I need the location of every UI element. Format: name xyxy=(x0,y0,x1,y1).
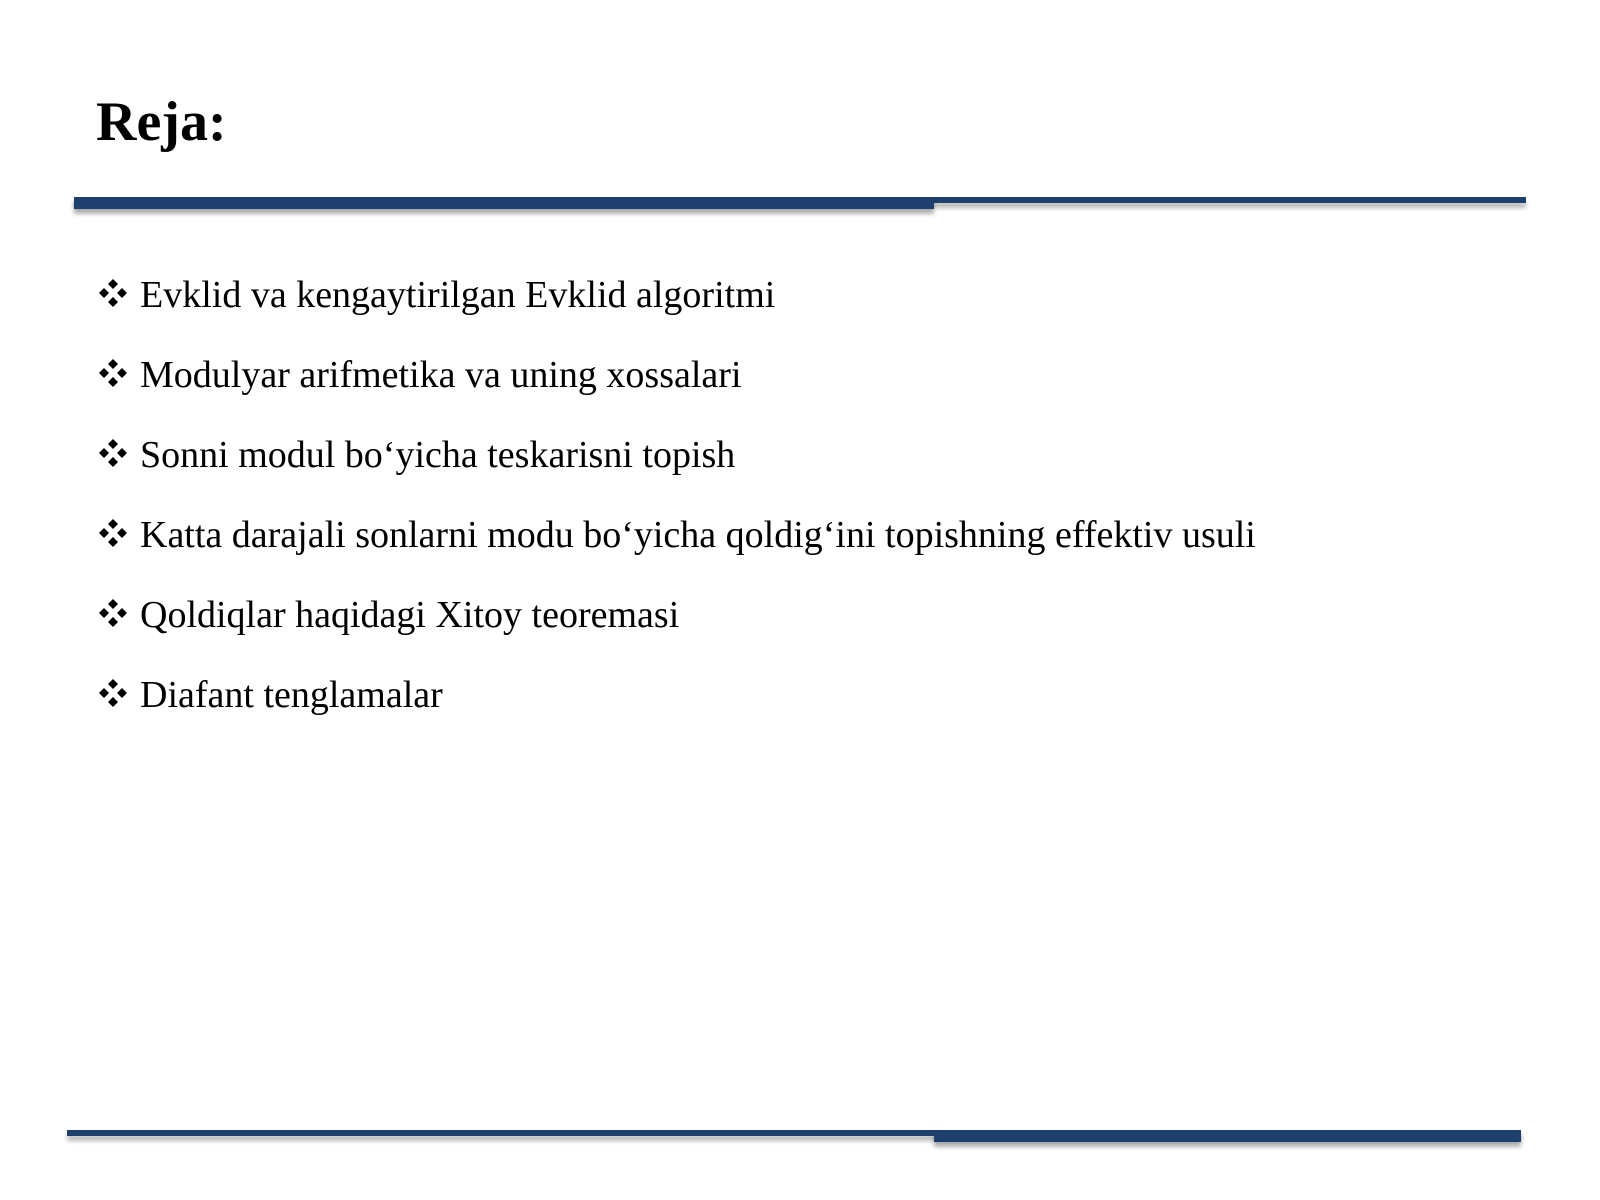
four-diamond-icon xyxy=(98,278,128,308)
page-title: Reja: xyxy=(96,91,227,153)
list-item xyxy=(98,512,1256,592)
list-item xyxy=(98,672,1256,752)
list-item-text: Modulyar arifmetika va uning xossalari xyxy=(140,354,742,396)
four-diamond-icon xyxy=(98,598,128,628)
list-item xyxy=(98,352,1256,432)
four-diamond-icon xyxy=(98,358,128,388)
plan-list xyxy=(98,272,1256,752)
four-diamond-icon xyxy=(98,518,128,548)
list-item-text: Qoldiqlar haqidagi Xitoy teoremasi xyxy=(140,594,680,636)
list-item-text: Sonni modul bo‘yicha teskarisni topish xyxy=(140,434,736,476)
list-item xyxy=(98,272,1256,352)
top-divider-accent xyxy=(74,197,934,209)
list-item xyxy=(98,592,1256,672)
list-item-text: Evklid va kengaytirilgan Evklid algoritmi xyxy=(140,274,776,316)
four-diamond-icon xyxy=(98,678,128,708)
list-item xyxy=(98,432,1256,512)
four-diamond-icon xyxy=(98,438,128,468)
list-item-text: Katta darajali sonlarni modu bo‘yicha qoldig‘ini topishning effektiv usuli xyxy=(140,514,1256,556)
list-item-text: Diafant tenglamalar xyxy=(140,674,443,716)
bottom-divider-accent xyxy=(934,1130,1521,1142)
